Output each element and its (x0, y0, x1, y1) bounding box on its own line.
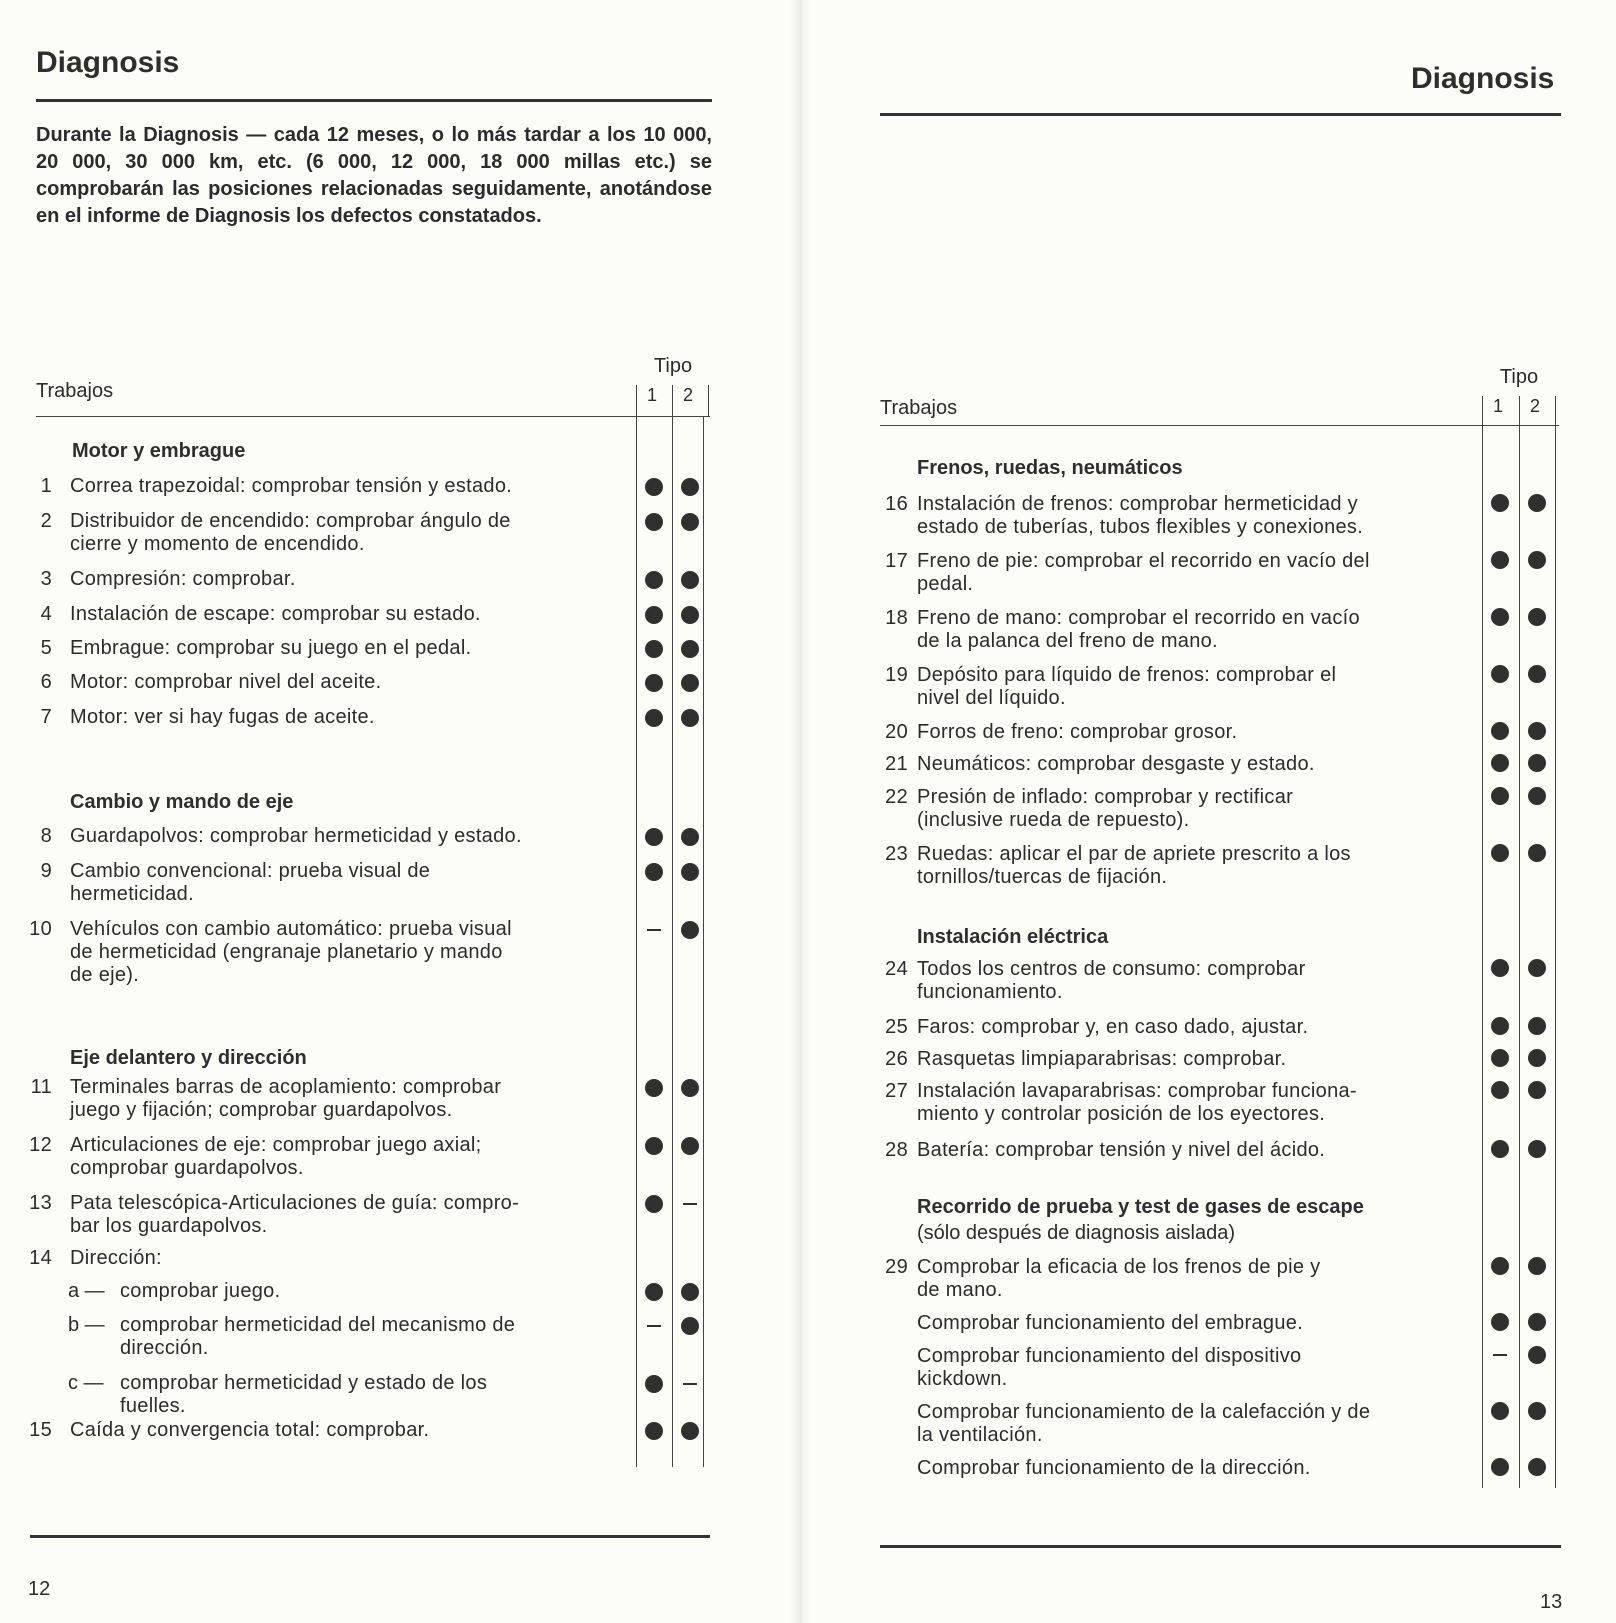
task-text-line: de la palanca del freno de mano. (917, 630, 1218, 652)
task-number: 24 (885, 958, 908, 980)
task-text-line: hermeticidad. (70, 883, 194, 905)
task-number: 28 (885, 1139, 908, 1161)
applies-dot-icon (681, 863, 699, 881)
applies-dot-icon (1491, 551, 1509, 569)
applies-dot-icon (1528, 1081, 1546, 1099)
task-number: 29 (885, 1256, 908, 1278)
task-text-line: tornillos/tuercas de fijación. (917, 866, 1168, 888)
task-text-line: Comprobar funcionamiento de la dirección. (917, 1457, 1311, 1479)
title-rule (36, 99, 712, 102)
task-number: 4 (40, 603, 52, 625)
task-number: 1 (40, 475, 52, 497)
intro-paragraph: Durante la Diagnosis — cada 12 meses, o lo más tardar a los 10 000, 20 000, 30 000 km, etc. (6 000, 12 000, 18 000 millas etc.) se comprobarán las posiciones relacionadas seguidamente, anotándose en el informe de Diagnosis los defectos constatados. (36, 124, 712, 227)
task-text-line: pedal. (917, 573, 974, 595)
applies-dot-icon (1491, 1049, 1509, 1067)
task-number: 18 (885, 607, 908, 629)
task-text-line: Terminales barras de acoplamiento: comprobar (70, 1076, 502, 1098)
applies-dot-icon (681, 1283, 699, 1301)
section-title: Frenos, ruedas, neumáticos (917, 457, 1183, 479)
applies-dot-icon (1491, 1257, 1509, 1275)
applies-dot-icon (645, 1283, 663, 1301)
task-text-line: Batería: comprobar tensión y nivel del ácido. (917, 1139, 1326, 1161)
task-text-line: Articulaciones de eje: comprobar juego axial; (70, 1134, 482, 1156)
task-number: 21 (885, 753, 908, 775)
applies-dot-icon (645, 478, 663, 496)
table-header-rule (880, 425, 1559, 426)
task-text-line: fuelles. (120, 1395, 186, 1417)
task-number: 6 (40, 671, 52, 693)
applies-dot-icon (1491, 494, 1509, 512)
task-number: 13 (29, 1192, 52, 1214)
task-text-line: kickdown. (917, 1368, 1008, 1390)
task-text-line: Instalación lavaparabrisas: comprobar funciona- (917, 1080, 1357, 1102)
task-text-line: la ventilación. (917, 1424, 1043, 1446)
task-number: 20 (885, 721, 908, 743)
applies-dot-icon (681, 606, 699, 624)
table-right-line (1555, 396, 1556, 1488)
task-text-line: Instalación de frenos: comprobar hermeticidad y (917, 493, 1358, 515)
applies-dot-icon (1491, 1017, 1509, 1035)
applies-dot-icon (1528, 1458, 1546, 1476)
applies-dot-icon (645, 1422, 663, 1440)
applies-dot-icon (1528, 551, 1546, 569)
applies-dot-icon (1528, 1140, 1546, 1158)
section-title: Cambio y mando de eje (70, 791, 294, 813)
applies-dot-icon (681, 478, 699, 496)
applies-dot-icon (1491, 665, 1509, 683)
page-title: Diagnosis (1411, 62, 1555, 95)
applies-dot-icon (1528, 1049, 1546, 1067)
applies-dot-icon (645, 1375, 663, 1393)
sub-item-letter: b — (68, 1314, 105, 1336)
applies-dot-icon (681, 513, 699, 531)
task-number: 15 (29, 1419, 52, 1441)
left-page (0, 0, 800, 1623)
type-2-label: 2 (1529, 396, 1540, 416)
section-title: Motor y embrague (72, 440, 246, 462)
header-right-line (708, 385, 709, 417)
task-number: 22 (885, 786, 908, 808)
work-column-label: Trabajos (880, 397, 958, 419)
bottom-rule (880, 1545, 1561, 1548)
task-number: 10 (29, 918, 52, 940)
applies-dot-icon (645, 571, 663, 589)
not-applicable-dash (1493, 1354, 1507, 1356)
not-applicable-dash (647, 929, 661, 931)
applies-dot-icon (681, 828, 699, 846)
task-text-line: Todos los centros de consumo: comprobar (917, 958, 1306, 980)
task-text-line: Correa trapezoidal: comprobar tensión y estado. (70, 475, 513, 497)
type-column-label: Tipo (653, 355, 693, 377)
task-text-line: Compresión: comprobar. (70, 568, 296, 590)
task-text-line: Comprobar funcionamiento de la calefacción y de (917, 1401, 1371, 1423)
right-page (800, 0, 1616, 1623)
applies-dot-icon (645, 828, 663, 846)
task-text-line: Neumáticos: comprobar desgaste y estado. (917, 753, 1315, 775)
task-text-line: Vehículos con cambio automático: prueba visual (70, 918, 512, 940)
not-applicable-dash (683, 1383, 697, 1385)
task-text-line: comprobar hermeticidad del mecanismo de (120, 1314, 516, 1336)
applies-dot-icon (1491, 844, 1509, 862)
applies-dot-icon (1528, 1257, 1546, 1275)
applies-dot-icon (645, 513, 663, 531)
task-text-line: juego y fijación; comprobar guardapolvos. (70, 1099, 453, 1121)
task-text-line: Rasquetas limpiaparabrisas: comprobar. (917, 1048, 1287, 1070)
applies-dot-icon (645, 1195, 663, 1213)
type-2-column-line (1519, 396, 1520, 1488)
applies-dot-icon (681, 674, 699, 692)
applies-dot-icon (1491, 1402, 1509, 1420)
task-text-line: Forros de freno: comprobar grosor. (917, 721, 1238, 743)
task-text-line: Comprobar la eficacia de los frenos de pie y (917, 1256, 1321, 1278)
task-text-line: Embrague: comprobar su juego en el pedal. (70, 637, 472, 659)
applies-dot-icon (1491, 1313, 1509, 1331)
task-text-line: Instalación de escape: comprobar su estado. (70, 603, 481, 625)
task-number: 16 (885, 493, 908, 515)
task-text-line: Distribuidor de encendido: comprobar ángulo de (70, 510, 511, 532)
task-text-line: Depósito para líquido de frenos: comprobar el (917, 664, 1337, 686)
task-text-line: Comprobar funcionamiento del embrague. (917, 1312, 1304, 1334)
bottom-rule (30, 1535, 710, 1538)
applies-dot-icon (1528, 608, 1546, 626)
page-number: 13 (1540, 1591, 1563, 1613)
applies-dot-icon (1491, 608, 1509, 626)
task-number: 2 (40, 510, 52, 532)
applies-dot-icon (645, 606, 663, 624)
task-number: 12 (29, 1134, 52, 1156)
applies-dot-icon (645, 640, 663, 658)
page-title: Diagnosis (36, 46, 180, 79)
task-text-line: Motor: ver si hay fugas de aceite. (70, 706, 375, 728)
task-number: 5 (40, 637, 52, 659)
applies-dot-icon (681, 1317, 699, 1335)
applies-dot-icon (681, 1137, 699, 1155)
applies-dot-icon (1528, 959, 1546, 977)
task-text-line: funcionamiento. (917, 981, 1063, 1003)
type-2-column-line (672, 385, 673, 1467)
applies-dot-icon (1528, 1402, 1546, 1420)
task-text-line: Caída y convergencia total: comprobar. (70, 1419, 430, 1441)
task-text-line: Motor: comprobar nivel del aceite. (70, 671, 382, 693)
applies-dot-icon (645, 863, 663, 881)
task-text-line: de mano. (917, 1279, 1003, 1301)
applies-dot-icon (645, 674, 663, 692)
applies-dot-icon (1491, 1140, 1509, 1158)
applies-dot-icon (1528, 1346, 1546, 1364)
title-rule (880, 113, 1561, 116)
task-number: 25 (885, 1016, 908, 1038)
task-text-line: dirección. (120, 1337, 209, 1359)
work-column-label: Trabajos (36, 380, 114, 402)
type-1-label: 1 (646, 385, 657, 405)
task-text-line: Ruedas: aplicar el par de apriete prescrito a los (917, 843, 1351, 865)
type-1-column-line (636, 385, 637, 1467)
applies-dot-icon (1491, 787, 1509, 805)
not-applicable-dash (647, 1325, 661, 1327)
task-text-line: Freno de pie: comprobar el recorrido en vacío del (917, 550, 1370, 572)
type-2-label: 2 (682, 385, 693, 405)
type-1-label: 1 (1492, 396, 1503, 416)
task-text-line: Pata telescópica-Articulaciones de guía: compro- (70, 1192, 520, 1214)
applies-dot-icon (1491, 1458, 1509, 1476)
task-text-line: bar los guardapolvos. (70, 1215, 268, 1237)
applies-dot-icon (1528, 1017, 1546, 1035)
task-text-line: de eje). (70, 964, 140, 986)
task-text-line: Guardapolvos: comprobar hermeticidad y estado. (70, 825, 522, 847)
task-text-line: cierre y momento de encendido. (70, 533, 365, 555)
sub-item-letter: c — (68, 1372, 104, 1394)
table-header-rule (36, 416, 710, 417)
task-number: 3 (40, 568, 52, 590)
task-text-line: Comprobar funcionamiento del dispositivo (917, 1345, 1302, 1367)
task-number: 11 (30, 1076, 52, 1098)
section-title: Instalación eléctrica (917, 926, 1109, 948)
applies-dot-icon (681, 921, 699, 939)
applies-dot-icon (645, 709, 663, 727)
type-column-label: Tipo (1499, 366, 1539, 388)
task-text-line: miento y controlar posición de los eyectores. (917, 1103, 1326, 1125)
applies-dot-icon (681, 1079, 699, 1097)
applies-dot-icon (1528, 722, 1546, 740)
task-text-line: comprobar guardapolvos. (70, 1157, 304, 1179)
applies-dot-icon (1528, 787, 1546, 805)
task-number: 7 (40, 706, 52, 728)
sub-item-letter: a — (68, 1280, 105, 1302)
page-number: 12 (28, 1578, 51, 1600)
not-applicable-dash (683, 1203, 697, 1205)
task-text-line: comprobar hermeticidad y estado de los (120, 1372, 488, 1394)
task-text-line: Cambio convencional: prueba visual de (70, 860, 431, 882)
applies-dot-icon (1528, 665, 1546, 683)
applies-dot-icon (645, 1137, 663, 1155)
task-number: 17 (885, 550, 908, 572)
applies-dot-icon (681, 571, 699, 589)
task-text-line: Freno de mano: comprobar el recorrido en vacío (917, 607, 1360, 629)
task-text-line: (inclusive rueda de repuesto). (917, 809, 1190, 831)
applies-dot-icon (645, 1079, 663, 1097)
applies-dot-icon (1491, 754, 1509, 772)
type-1-column-line (1482, 396, 1483, 1488)
applies-dot-icon (1528, 494, 1546, 512)
task-text-line: Faros: comprobar y, en caso dado, ajustar. (917, 1016, 1309, 1038)
applies-dot-icon (1491, 959, 1509, 977)
task-number: 26 (885, 1048, 908, 1070)
task-text-line: comprobar juego. (120, 1280, 281, 1302)
applies-dot-icon (681, 640, 699, 658)
applies-dot-icon (1528, 1313, 1546, 1331)
applies-dot-icon (1528, 754, 1546, 772)
applies-dot-icon (1528, 844, 1546, 862)
applies-dot-icon (681, 709, 699, 727)
task-number: 19 (885, 664, 908, 686)
applies-dot-icon (681, 1422, 699, 1440)
section-title: Eje delantero y dirección (70, 1047, 307, 1069)
task-number: 8 (40, 825, 52, 847)
task-number: 23 (885, 843, 908, 865)
applies-dot-icon (1491, 1081, 1509, 1099)
task-number: 9 (40, 860, 52, 882)
task-text-line: Presión de inflado: comprobar y rectificar (917, 786, 1294, 808)
section-subtitle: (sólo después de diagnosis aislada) (917, 1222, 1235, 1244)
applies-dot-icon (1491, 722, 1509, 740)
table-right-line (703, 417, 704, 1467)
task-text-line: de hermeticidad (engranaje planetario y mando (70, 941, 503, 963)
task-text-line: estado de tuberías, tubos flexibles y conexiones. (917, 516, 1364, 538)
section-title: Recorrido de prueba y test de gases de escape (917, 1196, 1364, 1218)
task-number: 14 (29, 1247, 52, 1269)
task-text-line: nivel del líquido. (917, 687, 1066, 709)
task-number: 27 (885, 1080, 908, 1102)
task-text-line: Dirección: (70, 1247, 162, 1269)
